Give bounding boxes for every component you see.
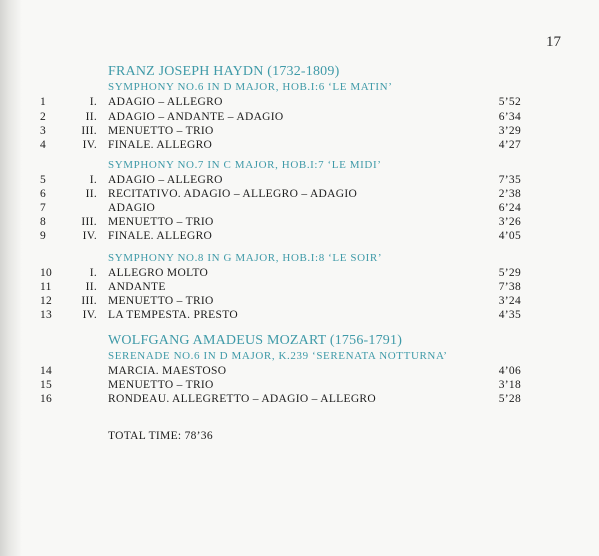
track-number: 1 xyxy=(40,96,47,108)
track-number: 3 xyxy=(40,125,47,137)
track-duration: 4’27 xyxy=(498,139,521,151)
track-number: 12 xyxy=(40,295,53,307)
work-title-symphony-7: SYMPHONY NO.7 IN C MAJOR, HOB.I:7 ‘LE MIDI’ xyxy=(108,159,382,171)
track-row xyxy=(0,216,599,231)
track-duration: 4’06 xyxy=(498,365,521,377)
track-duration: 7’38 xyxy=(498,281,521,293)
track-row xyxy=(0,230,599,245)
track-title: FINALE. ALLEGRO xyxy=(108,230,213,242)
page-number: 17 xyxy=(546,34,561,50)
movement-number: III. xyxy=(81,295,97,307)
movement-number: I. xyxy=(89,267,97,279)
track-number: 7 xyxy=(40,202,47,214)
track-duration: 2’38 xyxy=(498,188,521,200)
track-number: 6 xyxy=(40,188,47,200)
track-title: ADAGIO – ALLEGRO xyxy=(108,174,223,186)
track-row xyxy=(0,174,599,189)
composer-heading-mozart: WOLFGANG AMADEUS MOZART (1756-1791) xyxy=(108,333,403,348)
track-row xyxy=(0,309,599,324)
track-duration: 6’34 xyxy=(498,111,521,123)
track-number: 5 xyxy=(40,174,47,186)
track-duration: 5’52 xyxy=(498,96,521,108)
track-title: MENUETTO – TRIO xyxy=(108,125,214,137)
track-number: 14 xyxy=(40,365,53,377)
movement-number: II. xyxy=(85,188,97,200)
movement-number: I. xyxy=(89,96,97,108)
track-row xyxy=(0,188,599,203)
track-title: RECITATIVO. ADAGIO – ALLEGRO – ADAGIO xyxy=(108,188,358,200)
track-duration: 4’05 xyxy=(498,230,521,242)
track-title: ANDANTE xyxy=(108,281,166,293)
total-time: TOTAL TIME: 78’36 xyxy=(108,430,213,442)
movement-number: II. xyxy=(85,111,97,123)
track-row xyxy=(0,111,599,126)
track-duration: 3’24 xyxy=(498,295,521,307)
track-duration: 3’26 xyxy=(498,216,521,228)
track-duration: 6’24 xyxy=(498,202,521,214)
track-row xyxy=(0,267,599,282)
track-row xyxy=(0,393,599,408)
track-title: ADAGIO – ANDANTE – ADAGIO xyxy=(108,111,284,123)
track-title: MENUETTO – TRIO xyxy=(108,216,214,228)
track-duration: 5’29 xyxy=(498,267,521,279)
track-title: RONDEAU. ALLEGRETTO – ADAGIO – ALLEGRO xyxy=(108,393,377,405)
track-duration: 4’35 xyxy=(498,309,521,321)
track-number: 4 xyxy=(40,139,47,151)
composer-heading-haydn: FRANZ JOSEPH HAYDN (1732-1809) xyxy=(108,64,340,79)
track-row xyxy=(0,96,599,111)
track-title: MENUETTO – TRIO xyxy=(108,295,214,307)
track-title: LA TEMPESTA. PRESTO xyxy=(108,309,238,321)
track-duration: 7’35 xyxy=(498,174,521,186)
movement-number: IV. xyxy=(82,309,97,321)
track-row xyxy=(0,125,599,140)
track-number: 2 xyxy=(40,111,47,123)
track-number: 11 xyxy=(40,281,52,293)
track-title: MARCIA. MAESTOSO xyxy=(108,365,227,377)
track-number: 13 xyxy=(40,309,53,321)
track-title: MENUETTO – TRIO xyxy=(108,379,214,391)
track-title: ALLEGRO MOLTO xyxy=(108,267,209,279)
track-title: FINALE. ALLEGRO xyxy=(108,139,213,151)
track-duration: 3’18 xyxy=(498,379,521,391)
movement-number: II. xyxy=(85,281,97,293)
work-title-symphony-6: SYMPHONY NO.6 IN D MAJOR, HOB.I:6 ‘LE MATIN’ xyxy=(108,81,393,93)
track-number: 16 xyxy=(40,393,53,405)
movement-number: III. xyxy=(81,125,97,137)
track-duration: 3’29 xyxy=(498,125,521,137)
track-number: 10 xyxy=(40,267,53,279)
track-title: ADAGIO xyxy=(108,202,156,214)
track-row xyxy=(0,202,599,217)
track-number: 9 xyxy=(40,230,47,242)
movement-number: IV. xyxy=(82,139,97,151)
track-number: 8 xyxy=(40,216,47,228)
movement-number: III. xyxy=(81,216,97,228)
track-row xyxy=(0,365,599,380)
track-row xyxy=(0,295,599,310)
track-row xyxy=(0,281,599,296)
movement-number: IV. xyxy=(82,230,97,242)
track-row xyxy=(0,139,599,154)
track-duration: 5’28 xyxy=(498,393,521,405)
work-title-symphony-8: SYMPHONY NO.8 IN G MAJOR, HOB.I:8 ‘LE SOIR’ xyxy=(108,252,383,264)
track-row xyxy=(0,379,599,394)
movement-number: I. xyxy=(89,174,97,186)
work-title-serenade-6: SERENADE NO.6 IN D MAJOR, K.239 ‘SERENATA NOTTURNA’ xyxy=(108,350,448,362)
track-number: 15 xyxy=(40,379,53,391)
track-title: ADAGIO – ALLEGRO xyxy=(108,96,223,108)
